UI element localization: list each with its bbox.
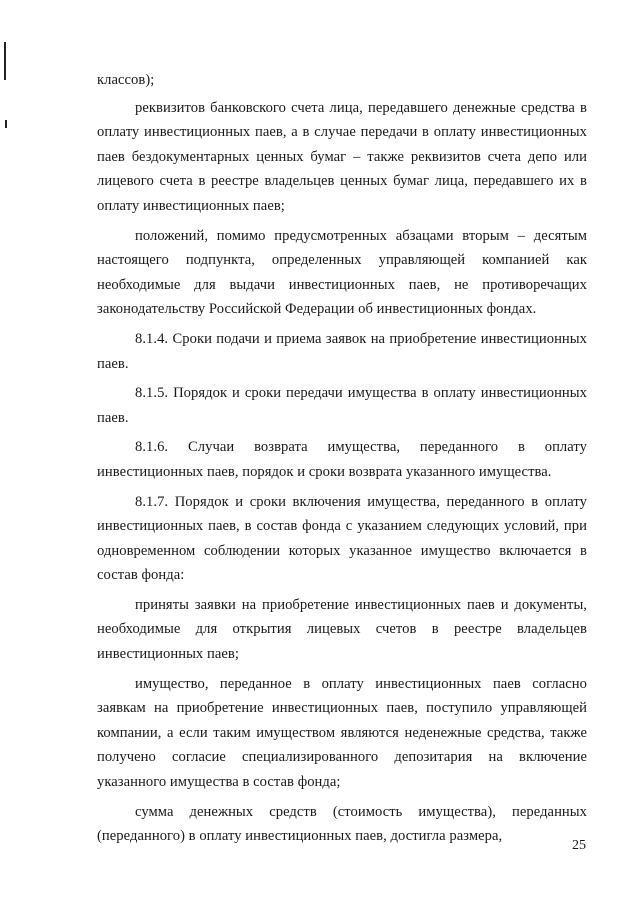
page-number: 25 [572,838,586,853]
paragraph-classes-end: классов); [97,72,155,88]
document-page [97,68,587,852]
paragraph-8-1-4: 8.1.4. Сроки подачи и приема заявок на приобретение инвестиционных паев. [97,330,587,372]
scan-margin-mark [5,120,7,128]
paragraph-bank-details: реквизитов банковского счета лица, передавшего денежные средства в оплату инвестиционных паев, а в случае передачи в оплату инвестиционных паев бездокументарных ценных бумаг – также реквизитов счета депо или лицевого счета в реестре владельцев ценных бумаг лица, передавшего их в оплату инвестиционных паев; [97,99,587,214]
paragraph-applications-accepted: приняты заявки на приобретение инвестиционных паев и документы, необходимые для открытия лицевых счетов в реестре владельцев инвестиционных паев; [97,596,587,663]
paragraph-sum-of-funds: сумма денежных средств (стоимость имущества), переданных (переданного) в оплату инвестиционных паев, достигла размера, [97,803,587,845]
paragraph-8-1-7: 8.1.7. Порядок и сроки включения имущества, переданного в оплату инвестиционных паев, в состав фонда с указанием следующих условий, при одновременном соблюдении которых указанное имущество включается в состав фонда: [97,493,587,584]
paragraph-property-received: имущество, переданное в оплату инвестиционных паев согласно заявкам на приобретение инвестиционных паев, поступило управляющей компании, а если таким имуществом являются неденежные средства, также получено согласие специализированного депозитария на включение указанного имущества в состав фонда; [97,675,587,791]
paragraph-8-1-6: 8.1.6. Случаи возврата имущества, переданного в оплату инвестиционных паев, порядок и сроки возврата указанного имущества. [97,439,587,480]
scan-margin-mark [4,42,6,80]
paragraph-8-1-5: 8.1.5. Порядок и сроки передачи имущества в оплату инвестиционных паев. [97,385,587,426]
paragraph-other-provisions: положений, помимо предусмотренных абзацами вторым – десятым настоящего подпункта, определенных управляющей компанией как необходимые для выдачи инвестиционных паев, не противоречащих законодательству Российской Федерации об инвестиционных фондах. [97,227,587,318]
